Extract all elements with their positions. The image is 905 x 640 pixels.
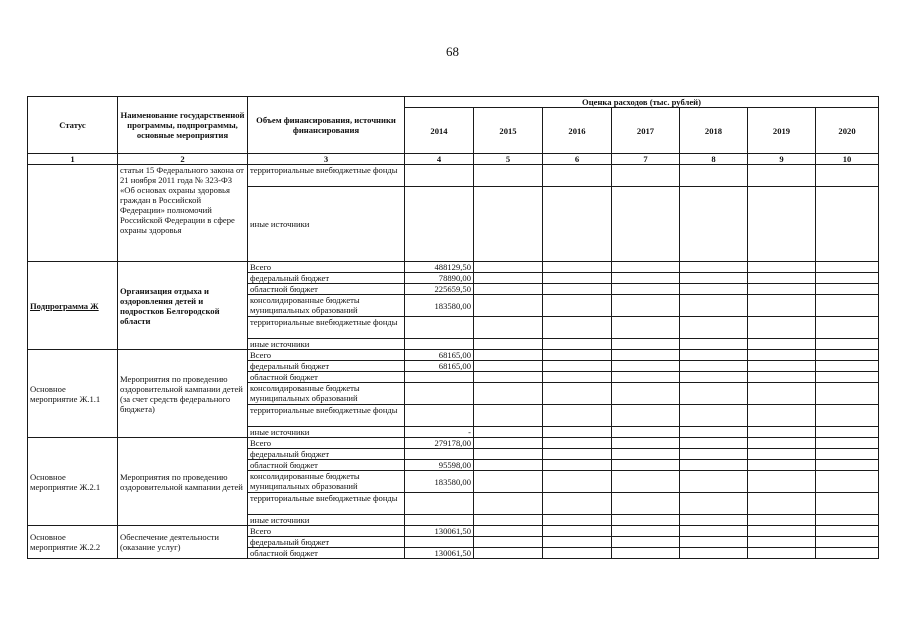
source-cell: Всего bbox=[248, 438, 405, 449]
value-2014: 95598,00 bbox=[405, 460, 474, 471]
value-2014: 68165,00 bbox=[405, 361, 474, 372]
value-2014 bbox=[405, 405, 474, 427]
value-2014 bbox=[405, 515, 474, 526]
column-number: 9 bbox=[748, 154, 816, 165]
column-number: 7 bbox=[612, 154, 680, 165]
source-cell: областной бюджет bbox=[248, 460, 405, 471]
status-cell: Основное мероприятие Ж.1.1 bbox=[28, 350, 118, 438]
column-number: 8 bbox=[680, 154, 748, 165]
source-cell: территориальные внебюджетные фонды bbox=[248, 493, 405, 515]
header-year: 2018 bbox=[680, 108, 748, 154]
header-year: 2014 bbox=[405, 108, 474, 154]
header-year: 2016 bbox=[543, 108, 612, 154]
budget-table bbox=[27, 96, 879, 559]
status-cell: Подпрограмма Ж bbox=[28, 262, 118, 350]
value-2014: 183580,00 bbox=[405, 295, 474, 317]
value-2014: 78890,00 bbox=[405, 273, 474, 284]
page-number: 68 bbox=[446, 44, 459, 59]
column-number: 4 bbox=[405, 154, 474, 165]
source-cell: областной бюджет bbox=[248, 284, 405, 295]
header-year: 2017 bbox=[612, 108, 680, 154]
header-year: 2020 bbox=[816, 108, 879, 154]
value-2014: 68165,00 bbox=[405, 350, 474, 361]
source-cell: консолидированные бюджеты муниципальных образований bbox=[248, 383, 405, 405]
column-number: 5 bbox=[474, 154, 543, 165]
value-2014 bbox=[405, 449, 474, 460]
status-cell: Основное мероприятие Ж.2.2 bbox=[28, 526, 118, 559]
header-financing: Объем финансирования, источники финансирования bbox=[248, 97, 405, 154]
program-name-cell: Мероприятия по проведению оздоровительной кампании детей (за счет средств федерального бюджета) bbox=[118, 350, 248, 438]
value-2014: 130061,50 bbox=[405, 526, 474, 537]
value-2014 bbox=[405, 317, 474, 339]
value-2014: 279178,00 bbox=[405, 438, 474, 449]
column-number: 2 bbox=[118, 154, 248, 165]
source-cell: федеральный бюджет bbox=[248, 449, 405, 460]
header-program-name: Наименование государственной программы, подпрограммы, основные мероприятия bbox=[118, 97, 248, 154]
source-cell: Всего bbox=[248, 350, 405, 361]
value-2014: 130061,50 bbox=[405, 548, 474, 559]
value-2014 bbox=[405, 537, 474, 548]
source-cell: Всего bbox=[248, 262, 405, 273]
source-cell: областной бюджет bbox=[248, 372, 405, 383]
source-cell: территориальные внебюджетные фонды bbox=[248, 317, 405, 339]
source-cell: иные источники bbox=[248, 427, 405, 438]
continuation-name: статьи 15 Федерального закона от 21 ноября 2011 года № 323-ФЗ «Об основах охраны здоровья граждан в Российской Федерации» полномочий Российской Федерации в сфере охраны здоровья bbox=[118, 165, 248, 262]
header-status: Статус bbox=[28, 97, 118, 154]
source-cell: консолидированные бюджеты муниципальных образований bbox=[248, 471, 405, 493]
value-2014: - bbox=[405, 427, 474, 438]
value-2014 bbox=[405, 383, 474, 405]
program-name-cell: Мероприятия по проведению оздоровительной кампании детей bbox=[118, 438, 248, 526]
value-2014 bbox=[405, 372, 474, 383]
source-cell: Всего bbox=[248, 526, 405, 537]
source-cell: иные источники bbox=[248, 187, 405, 262]
header-year: 2019 bbox=[748, 108, 816, 154]
value-2014 bbox=[405, 339, 474, 350]
column-number: 10 bbox=[816, 154, 879, 165]
source-cell: федеральный бюджет bbox=[248, 361, 405, 372]
value-2014: 488129,50 bbox=[405, 262, 474, 273]
program-name-cell: Организация отдыха и оздоровления детей и подростков Белгородской области bbox=[118, 262, 248, 350]
column-number: 3 bbox=[248, 154, 405, 165]
source-cell: иные источники bbox=[248, 515, 405, 526]
header-year: 2015 bbox=[474, 108, 543, 154]
source-cell: федеральный бюджет bbox=[248, 273, 405, 284]
source-cell: территориальные внебюджетные фонды bbox=[248, 165, 405, 187]
source-cell: федеральный бюджет bbox=[248, 537, 405, 548]
status-cell: Основное мероприятие Ж.2.1 bbox=[28, 438, 118, 526]
value-2014: 225659,50 bbox=[405, 284, 474, 295]
status-cell bbox=[28, 165, 118, 262]
source-cell: консолидированные бюджеты муниципальных образований bbox=[248, 295, 405, 317]
value-2014 bbox=[405, 493, 474, 515]
column-number: 6 bbox=[543, 154, 612, 165]
header-estimate: Оценка расходов (тыс. рублей) bbox=[405, 97, 879, 108]
value-2014: 183580,00 bbox=[405, 471, 474, 493]
column-number: 1 bbox=[28, 154, 118, 165]
program-name-cell: Обеспечение деятельности (оказание услуг) bbox=[118, 526, 248, 559]
source-cell: областной бюджет bbox=[248, 548, 405, 559]
source-cell: территориальные внебюджетные фонды bbox=[248, 405, 405, 427]
source-cell: иные источники bbox=[248, 339, 405, 350]
